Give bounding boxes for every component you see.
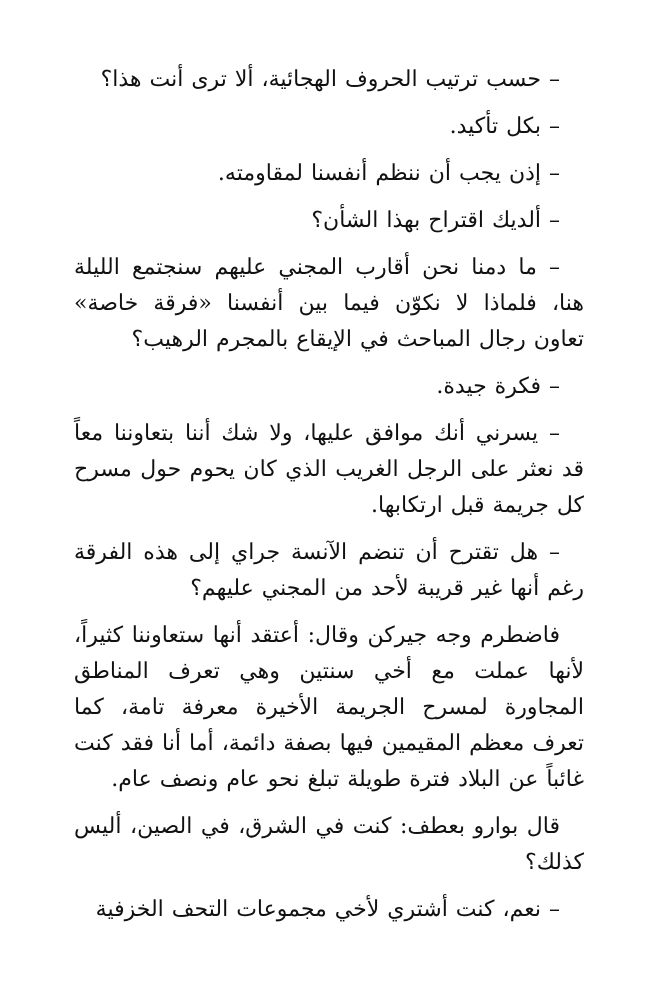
- paragraph-6: – فكرة جيدة.: [436, 374, 560, 399]
- paragraph-2: – بكل تأكيد.: [449, 114, 560, 139]
- paragraph-10: قال بوارو بعطف: كنت في الشرق، في الصين، أليس كذلك؟: [74, 814, 584, 875]
- paragraph-7: – يسرني أنك موافق عليها، ولا شك أننا بتعاوننا معاً قد نعثر على الرجل الغريب الذي كان يحوم حول مسرح كل جريمة قبل ارتكابها.: [74, 421, 584, 518]
- book-page: [74, 62, 584, 939]
- paragraph-9: فاضطرم وجه جيركن وقال: أعتقد أنها ستعاوننا كثيراً، لأنها عملت مع أخي سنتين وهي تعرف المناطق المجاورة لمسرح الجريمة الأخيرة معرفة تامة، كما تعرف معظم المقيمين فيها بصفة دائمة، أما أنا فقد كنت غائباً عن البلاد فترة طويلة تبلغ نحو عام ونصف عام.: [74, 623, 584, 792]
- paragraph-4: – ألديك اقتراح بهذا الشأن؟: [311, 208, 560, 233]
- paragraph-11: – نعم، كنت أشتري لأخي مجموعات التحف الخزفية: [95, 897, 560, 922]
- paragraph-8: – هل تقترح أن تنضم الآنسة جراي إلى هذه الفرقة رغم أنها غير قريبة لأحد من المجني عليهم؟: [74, 540, 584, 601]
- paragraph-5: – ما دمنا نحن أقارب المجني عليهم سنجتمع الليلة هنا، فلماذا لا نكوّن فيما بين أنفسنا «فرقة خاصة» تعاون رجال المباحث في الإيقاع بالمجرم الرهيب؟: [74, 255, 584, 352]
- paragraph-1: – حسب ترتيب الحروف الهجائية، ألا ترى أنت هذا؟: [100, 67, 560, 92]
- paragraph-3: – إذن يجب أن ننظم أنفسنا لمقاومته.: [217, 161, 560, 186]
